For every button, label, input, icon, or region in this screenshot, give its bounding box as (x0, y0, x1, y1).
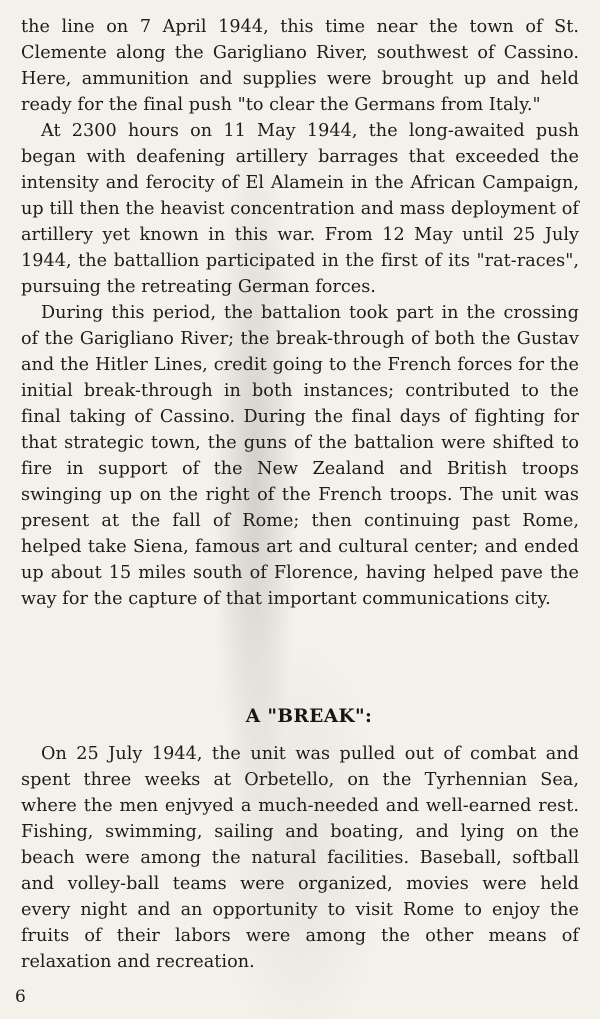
paragraph: At 2300 hours on 11 May 1944, the long-awaited push began with deafening artillery barrages that exceeded the intensity and ferocity of El Alamein in the African Campaign, up till then the heavist concentration and mass deployment of artillery yet known in this war. From 12 May until 25 July 1944, the battallion participated in the first of its "rat-races", pursuing the retreating German forces. (21, 121, 579, 297)
paragraph: During this period, the battalion took part in the crossing of the Garigliano River; the break-through of both the Gustav and the Hitler Lines, credit going to the French forces for the initial break-through in both instances; contributed to the final taking of Cassino. During the final days of fighting for that strategic town, the guns of the battalion were shifted to fire in support of the New Zealand and British troops swinging up on the right of the French troops. The unit was present at the fall of Rome; then continuing past Rome, helped take Siena, famous art and cultural center; and ended up about 15 miles south of Florence, having helped pave the way for the capture of that important communications city. (21, 303, 579, 609)
paragraph: the line on 7 April 1944, this time near the town of St. Clemente along the Garigliano River, southwest of Cassino. Here, ammunition and supplies were brought up and held ready for the final push "to clear the Germans from Italy." (21, 17, 579, 115)
text-block-top (21, 14, 579, 612)
section-heading: A "BREAK": (245, 706, 373, 727)
text-block-bottom (21, 741, 579, 975)
paragraph: On 25 July 1944, the unit was pulled out of combat and spent three weeks at Orbetello, on the Tyrhennian Sea, where the men enjvyed a much-needed and well-earned rest. Fishing, swimming, sailing and boating, and lying on the beach were among the natural facilities. Baseball, softball and volley-ball teams were organized, movies were held every night and an opportunity to visit Rome to enjoy the fruits of their labors were among the other means of relaxation and recreation. (21, 744, 579, 972)
page-number: 6 (15, 987, 26, 1007)
